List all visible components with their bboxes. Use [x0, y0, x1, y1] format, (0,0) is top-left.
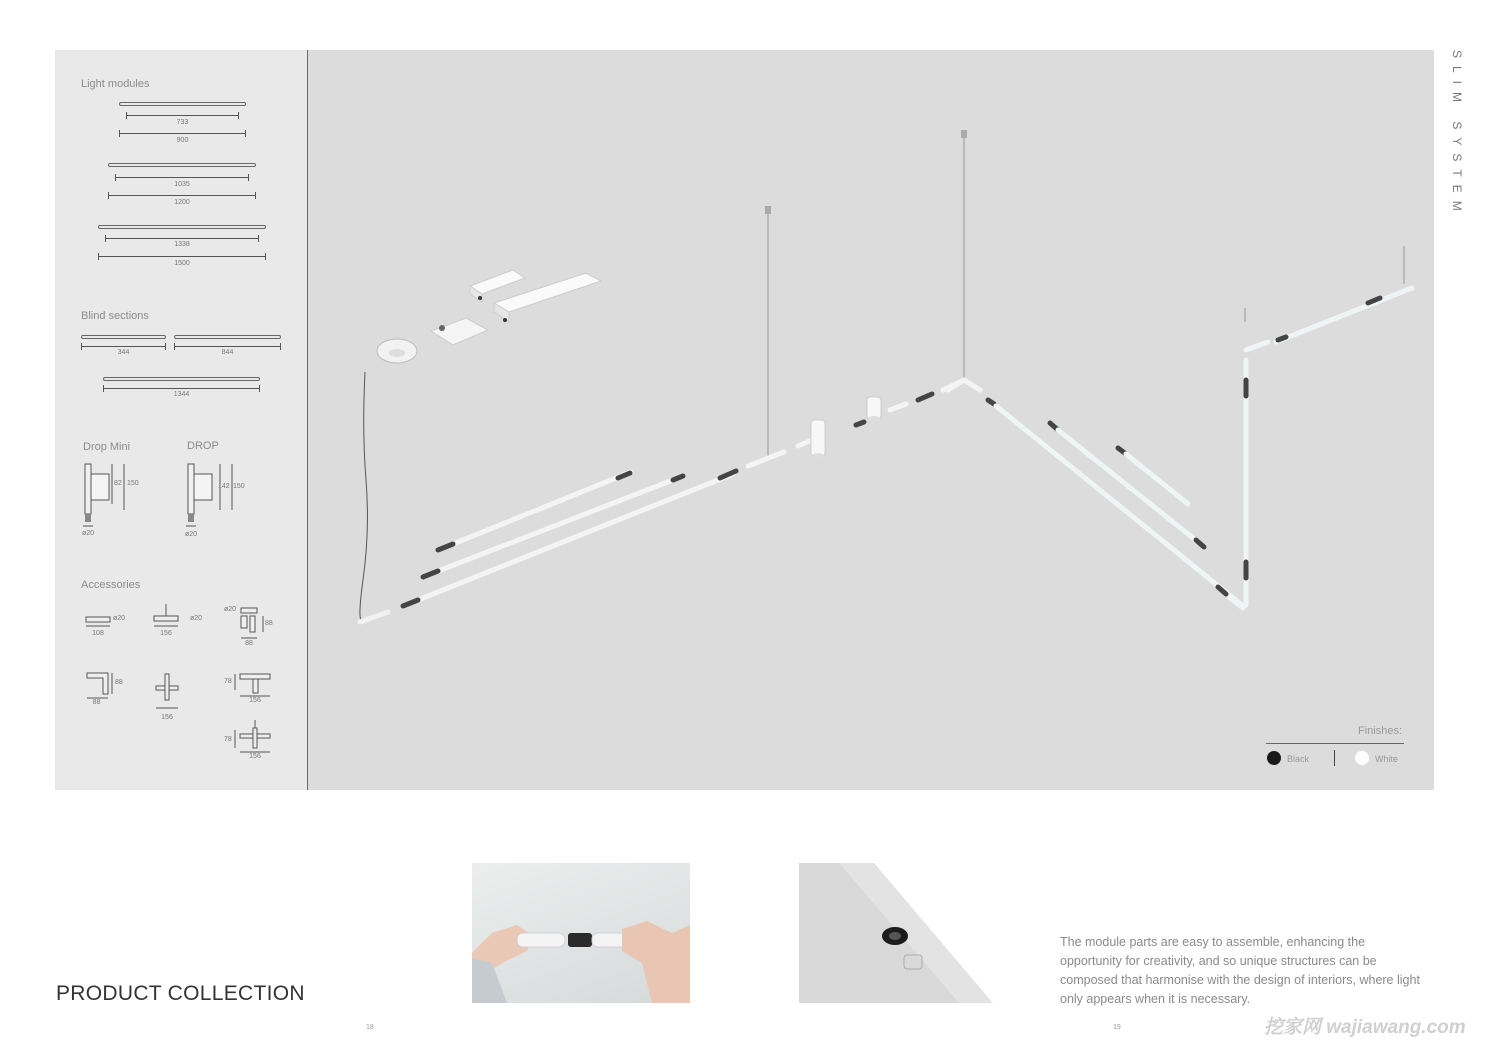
accessories-title: Accessories — [81, 579, 141, 591]
dim-label: 78 — [224, 736, 232, 743]
drop-spot-2 — [867, 397, 881, 422]
finish-separator — [1334, 750, 1335, 766]
dim-label: ø20 — [82, 530, 95, 537]
dim-label: ø20 — [190, 615, 203, 622]
dim-label: 82 — [114, 480, 122, 487]
finishes-divider — [1266, 743, 1404, 744]
accessory-straight-connector — [86, 617, 110, 626]
light-module-1035 — [108, 163, 256, 167]
light-module-1338 — [98, 225, 266, 229]
dim-label: 150 — [127, 480, 139, 487]
accessory-suspension-connector — [154, 604, 178, 626]
dim-line — [119, 133, 246, 134]
dim-label: 344 — [117, 349, 130, 356]
hands-assembling-image — [472, 863, 690, 1003]
dim-label: 150 — [233, 483, 245, 490]
system-illustration — [308, 50, 1434, 790]
watermark: 挖家网 wajiawang.com — [1264, 1017, 1466, 1038]
dim-line — [105, 238, 259, 239]
accessory-corner-connector — [241, 608, 263, 638]
canopy-round — [377, 339, 417, 363]
dim-label: ø20 — [224, 606, 237, 613]
finishes-title: Finishes: — [1358, 725, 1403, 737]
drop-title: DROP — [187, 440, 219, 452]
dim-label: 88 — [265, 620, 273, 627]
black-finish-label: Black — [1287, 754, 1310, 764]
product-collection-title: PRODUCT COLLECTION — [56, 982, 305, 1005]
drop-mini-title: Drop Mini — [83, 441, 131, 453]
assembly-photo — [472, 863, 690, 1003]
dim-label: 78 — [224, 678, 232, 685]
accessory-t-connector — [235, 674, 270, 696]
dim-line — [126, 115, 239, 116]
dim-label: 1500 — [174, 260, 190, 267]
blind-sections-title: Blind sections — [81, 310, 149, 322]
dim-label: 1035 — [174, 181, 190, 188]
dim-label: 142 — [218, 483, 230, 490]
blind-section-344 — [81, 335, 166, 339]
dim-label: 156 — [160, 630, 172, 637]
light-modules-right — [948, 288, 1412, 608]
dim-label: 1344 — [173, 391, 190, 398]
page-number-left: 18 — [366, 1024, 374, 1031]
black-finish-swatch — [1267, 751, 1281, 765]
accessories-diagrams — [80, 600, 280, 765]
dim-label: 733 — [176, 119, 189, 126]
dim-line — [103, 388, 260, 389]
dim-line — [115, 177, 249, 178]
dim-label: 108 — [92, 630, 104, 637]
dim-label: 88 — [245, 640, 253, 647]
blind-section-844 — [174, 335, 281, 339]
detail-photo — [799, 863, 993, 1003]
dim-label: 1200 — [174, 199, 190, 206]
dim-label: 156 — [161, 714, 173, 721]
white-finish-label: White — [1375, 754, 1399, 764]
dim-line — [174, 346, 281, 347]
power-cable — [360, 372, 368, 622]
drop-diagram — [186, 464, 232, 526]
vertical-title: SLIM SYSTEM — [1450, 50, 1464, 219]
dim-label: ø20 — [113, 615, 126, 622]
dim-label: 88 — [92, 699, 101, 706]
accessory-cross-connector — [156, 674, 178, 708]
accessory-l-connector — [87, 673, 112, 698]
dim-label: 156 — [249, 697, 261, 704]
canopy-square — [431, 318, 488, 345]
dim-line — [81, 346, 166, 347]
light-modules-title: Light modules — [81, 78, 150, 90]
dim-label: 156 — [249, 753, 261, 760]
dim-line — [108, 195, 256, 196]
dim-label: 1338 — [174, 241, 190, 248]
drop-spot-1 — [811, 420, 825, 459]
drop-diagrams — [78, 458, 258, 544]
accessory-t-suspension-connector — [235, 720, 270, 752]
tube-detail-image — [799, 863, 993, 1003]
dim-line — [98, 256, 266, 257]
dim-label: 900 — [176, 137, 189, 144]
white-finish-swatch — [1355, 751, 1369, 765]
page-number-right: 19 — [1113, 1024, 1121, 1031]
drop-mini-diagram — [83, 464, 124, 526]
dim-label: ø20 — [185, 531, 198, 538]
dim-label: 844 — [221, 349, 234, 356]
dim-label: 88 — [115, 679, 123, 686]
blind-section-1344 — [103, 377, 260, 381]
body-text: The module parts are easy to assemble, enhancing the opportunity for creativity, and so unique structures can be composed that harmonise with the design of interiors, where light only appears when it is necessary. — [1060, 935, 1420, 1006]
light-module-733 — [119, 102, 246, 106]
